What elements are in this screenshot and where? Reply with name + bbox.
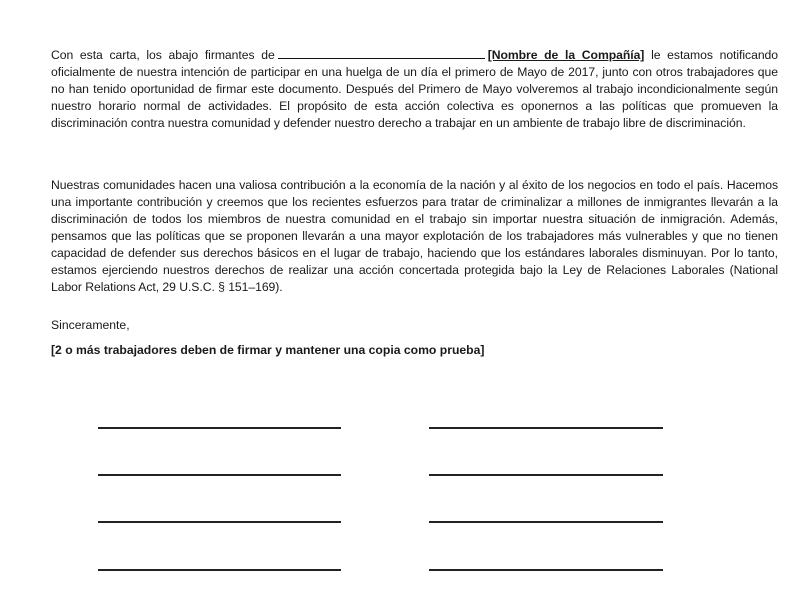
company-name-blank[interactable] [278, 47, 485, 59]
signature-line[interactable] [98, 569, 341, 571]
signature-line[interactable] [429, 427, 663, 429]
company-name-placeholder: [Nombre de la Compañía] [487, 48, 645, 62]
signature-line[interactable] [98, 521, 341, 523]
paragraph-intent [51, 47, 778, 132]
signature-line[interactable] [98, 427, 341, 429]
signature-line[interactable] [429, 569, 663, 571]
paragraph-contribution: Nuestras comunidades hacen una valiosa contribución a la economía de la nación y al éxito de los negocios en todo el país. Hacemos una importante contribución y creemos que los recientes esfuerzos para tratar de criminalizar a millones de inmigrantes llevarán a la discriminación de todos los miembros de nuestra comunidad en el trabajo sin importar nuestra situación de inmigración. Además, pensamos que las políticas que se proponen llevarán a una mayor explotación de los trabajadores más vulnerables y que no tienen capacidad de defender sus derechos básicos en el lugar de trabajo, haciendo que los estándares laborales disminuyan. Por lo tanto, estamos ejerciendo nuestros derechos de realizar una acción concertada protegida bajo la Ley de Relaciones Laborales (National Labor Relations Act, 29 U.S.C. § 151–169). [51, 178, 778, 294]
signature-line[interactable] [98, 474, 341, 476]
intent-text: le estamos notificando oficialmente de nuestra intención de participar en una huelga de un día el primero de Mayo de 2017, junto con otros trabajadores que no han tenido oportunidad de firmar este documento. Después del Primero de Mayo volveremos al trabajo incondicionalmente según nuestro horario normal de actividades. El propósito de esta acción colectiva es oponernos a las políticas que promueven la discriminación contra nuestra comunidad y defender nuestro derecho a trabajar en un ambiente de trabajo libre de discriminación. [51, 48, 779, 130]
closing-salutation: Sinceramente, [51, 318, 130, 332]
signing-instruction: [2 o más trabajadores deben de firmar y mantener una copia como prueba] [51, 343, 485, 357]
signature-line[interactable] [429, 521, 663, 523]
intro-text: Con esta carta, los abajo firmantes de [51, 48, 275, 62]
signature-line[interactable] [429, 474, 663, 476]
